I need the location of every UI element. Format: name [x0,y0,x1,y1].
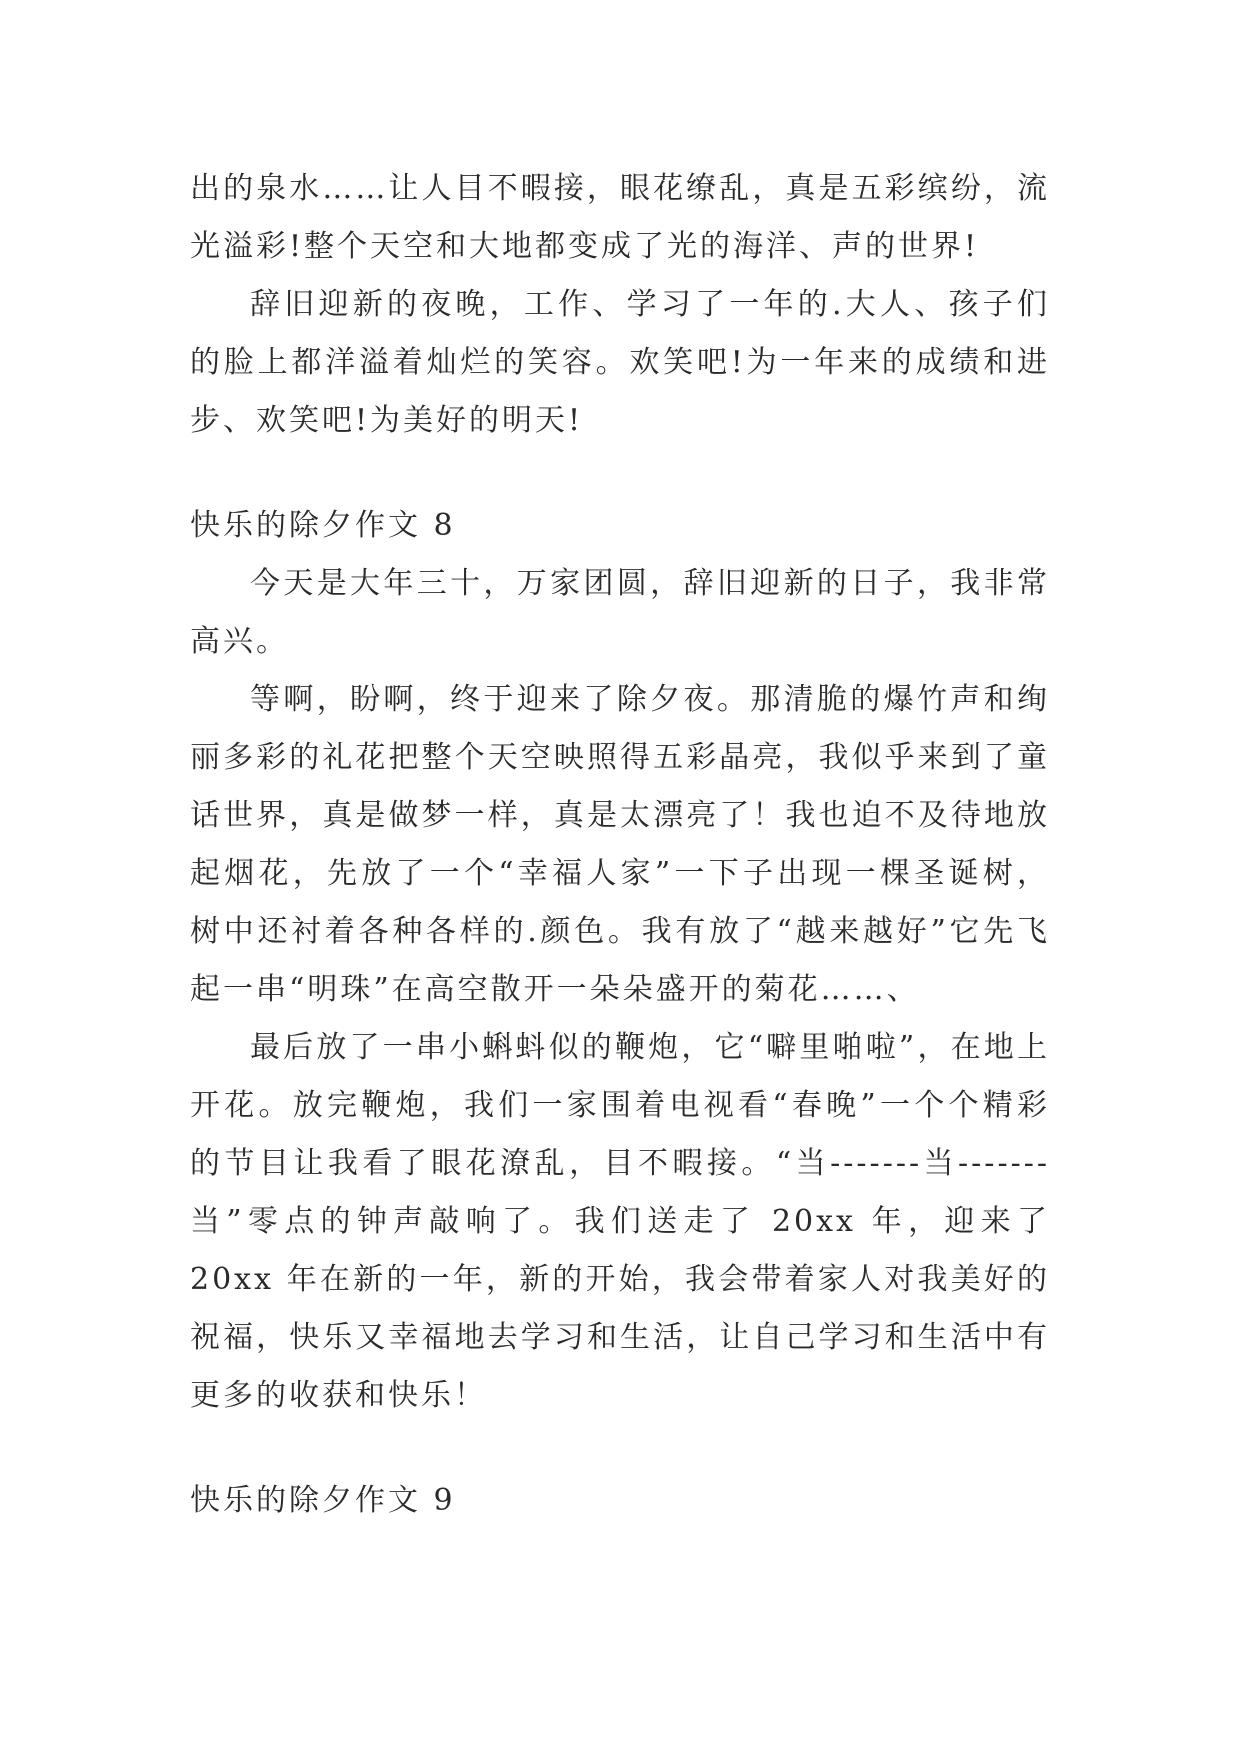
section-9-title: 快乐的除夕作文 9 [190,1483,456,1518]
section-8-paragraph-2: 等啊，盼啊，终于迎来了除夕夜。那清脆的爆竹声和绚丽多彩的礼花把整个天空映照得五彩晶亮，我似乎来到了童话世界，真是做梦一样，真是太漂亮了！我也迫不及待地放起烟花，先放了一个“幸福人家”一下子出现一棵圣诞树，树中还衬着各种各样的.颜色。我有放了“越来越好”它先飞起一串“明珠”在高空散开一朵朵盛开的菊花……、 [190,682,1050,1007]
paragraph-prev-tail-1: 出的泉水……让人目不暇接，眼花缭乱，真是五彩缤纷，流光溢彩!整个天空和大地都变成了光的海洋、声的世界! [190,171,1050,264]
paragraph-prev-tail-2: 辞旧迎新的夜晚，工作、学习了一年的.大人、孩子们的脸上都洋溢着灿烂的笑容。欢笑吧!为一年来的成绩和进步、欢笑吧!为美好的明天! [190,287,1050,438]
document-body [190,160,1050,1530]
section-gap [190,450,1050,497]
section-gap [190,1425,1050,1472]
section-8-paragraph-3: 最后放了一串小蝌蚪似的鞭炮，它“噼里啪啦”，在地上开花。放完鞭炮，我们一家围着电视看“春晚”一个个精彩的节目让我看了眼花潦乱，目不暇接。“当-------当-------当”零点的钟声敲响了。我们送走了 20xx 年，迎来了 20xx 年在新的一年，新的开始，我会带着家人对我美好的祝福，快乐又幸福地去学习和生活，让自己学习和生活中有更多的收获和快乐！ [190,1030,1050,1413]
section-8-paragraph-1: 今天是大年三十，万家团圆，辞旧迎新的日子，我非常高兴。 [190,566,1050,659]
section-8-title: 快乐的除夕作文 8 [190,508,456,543]
